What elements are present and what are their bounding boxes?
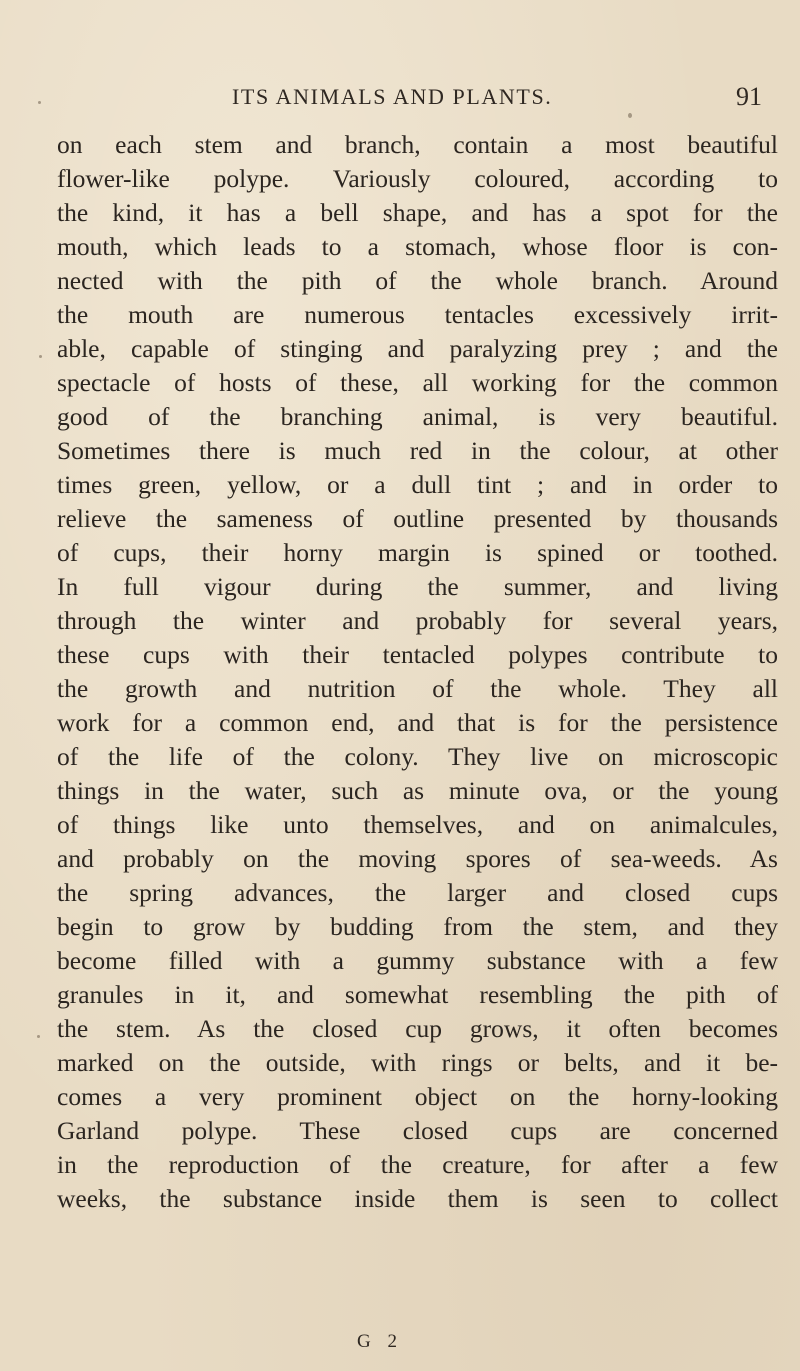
text-line: the mouth are numerous tentacles excessively irrit- xyxy=(57,300,778,329)
text-line: work for a common end, and that is for the persistence xyxy=(57,708,778,737)
text-line: granules in it, and somewhat resembling the pith of xyxy=(57,980,778,1009)
text-line: the growth and nutrition of the whole. They all xyxy=(57,674,778,703)
running-head xyxy=(0,84,800,114)
page-number: 91 xyxy=(736,82,762,111)
text-line: In full vigour during the summer, and living xyxy=(57,572,778,601)
text-line: of the life of the colony. They live on microscopic xyxy=(57,742,778,771)
text-line: marked on the outside, with rings or belts, and it be- xyxy=(57,1048,778,1077)
text-line: weeks, the substance inside them is seen to collect xyxy=(57,1184,778,1213)
text-line: Sometimes there is much red in the colour, at other xyxy=(57,436,778,465)
text-line: mouth, which leads to a stomach, whose floor is con- xyxy=(57,232,778,261)
text-line: of things like unto themselves, and on animalcules, xyxy=(57,810,778,839)
text-line: good of the branching animal, is very beautiful. xyxy=(57,402,778,431)
text-line: of cups, their horny margin is spined or toothed. xyxy=(57,538,778,567)
text-line: able, capable of stinging and paralyzing prey ; and the xyxy=(57,334,778,363)
running-title: ITS ANIMALS AND PLANTS. xyxy=(232,84,553,109)
body-text xyxy=(57,128,778,1216)
text-line: times green, yellow, or a dull tint ; and in order to xyxy=(57,470,778,499)
text-line: the spring advances, the larger and closed cups xyxy=(57,878,778,907)
foxing-speck xyxy=(39,355,42,358)
text-line: things in the water, such as minute ova, or the young xyxy=(57,776,778,805)
text-line: through the winter and probably for several years, xyxy=(57,606,778,635)
text-line: flower-like polype. Variously coloured, according to xyxy=(57,164,778,193)
signature-mark: G 2 xyxy=(357,1331,403,1352)
text-line: the stem. As the closed cup grows, it often becomes xyxy=(57,1014,778,1043)
text-line: Garland polype. These closed cups are concerned xyxy=(57,1116,778,1145)
text-line: comes a very prominent object on the horny-looking xyxy=(57,1082,778,1111)
text-line: nected with the pith of the whole branch. Around xyxy=(57,266,778,295)
text-line: in the reproduction of the creature, for after a few xyxy=(57,1150,778,1179)
text-line: relieve the sameness of outline presented by thousands xyxy=(57,504,778,533)
text-line: on each stem and branch, contain a most beautiful xyxy=(57,130,778,159)
text-line: spectacle of hosts of these, all working for the common xyxy=(57,368,778,397)
text-line: the kind, it has a bell shape, and has a spot for the xyxy=(57,198,778,227)
text-line: become filled with a gummy substance with a few xyxy=(57,946,778,975)
text-line: these cups with their tentacled polypes contribute to xyxy=(57,640,778,669)
foxing-speck xyxy=(37,1035,40,1038)
text-line: begin to grow by budding from the stem, and they xyxy=(57,912,778,941)
text-line: and probably on the moving spores of sea-weeds. As xyxy=(57,844,778,873)
